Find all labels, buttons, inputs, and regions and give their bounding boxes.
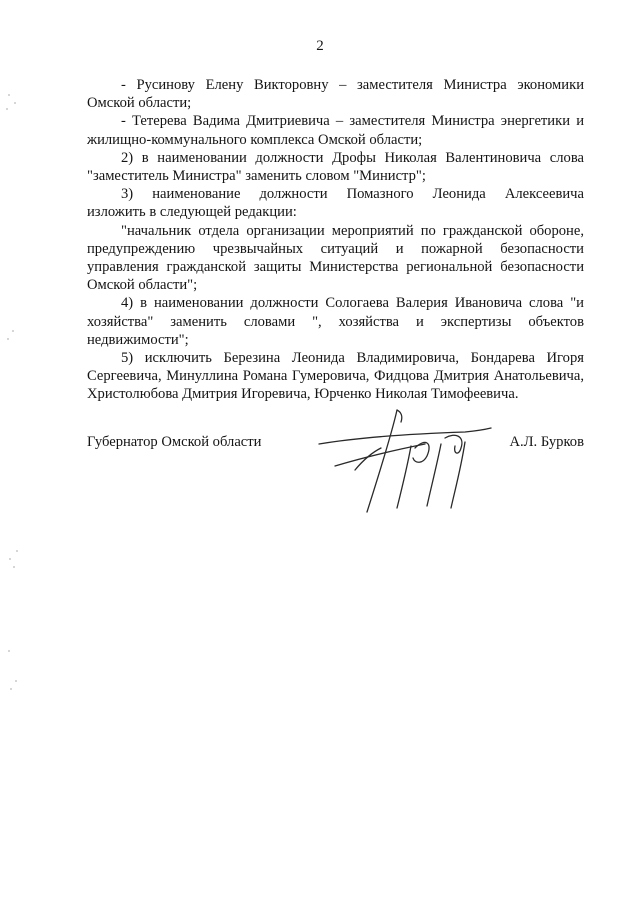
- signer-title: Губернатор Омской области: [87, 434, 262, 450]
- signature-block: [87, 434, 584, 524]
- amendment-item-3: 3) наименование должности Помазного Леонида Алексеевича: [121, 186, 584, 203]
- page-number: 2: [316, 38, 324, 54]
- amendment-item-5: 5) исключить Березина Леонида Владимировича, Бондарева Игоря Сергеевича, Минуллина Романа Гумеровича, Фидцова Дмитрия Анатольевича, Христолюбова Дмитрия Игоревича, Юрченко Николая Тимофеевича.: [87, 350, 584, 403]
- handwritten-signature: [315, 408, 495, 518]
- document-body: [87, 76, 584, 404]
- list-item-rusinova: - Русинову Елену Викторовну – заместителя Министра экономики: [121, 77, 584, 93]
- amendment-item-3-continued: изложить в следующей редакции:: [87, 204, 297, 221]
- quoted-position-title: "начальник отдела организации мероприятий по гражданской обороне, предупреждению чрезвычайных ситуаций и пожарной безопасности управления гражданской защиты Министерства региональной безопасности Омской области";: [87, 222, 584, 294]
- scan-margin-marks: [4, 90, 34, 710]
- signer-name: А.Л. Бурков: [509, 434, 584, 450]
- amendment-item-4: 4) в наименовании должности Сологаева Валерия Ивановича слова "и хозяйства" заменить словами ", хозяйства и экспертизы объектов недвижимости";: [87, 295, 584, 348]
- amendment-item-2: 2) в наименовании должности Дрофы Николая Валентиновича слова "заместитель Министра" заменить словом "Министр";: [87, 149, 584, 185]
- list-item-rusinova-continued: Омской области;: [87, 95, 192, 112]
- list-item-teterev: - Тетерева Вадима Дмитриевича – заместителя Министра энергетики и жилищно-коммунального комплекса Омской области;: [87, 113, 584, 148]
